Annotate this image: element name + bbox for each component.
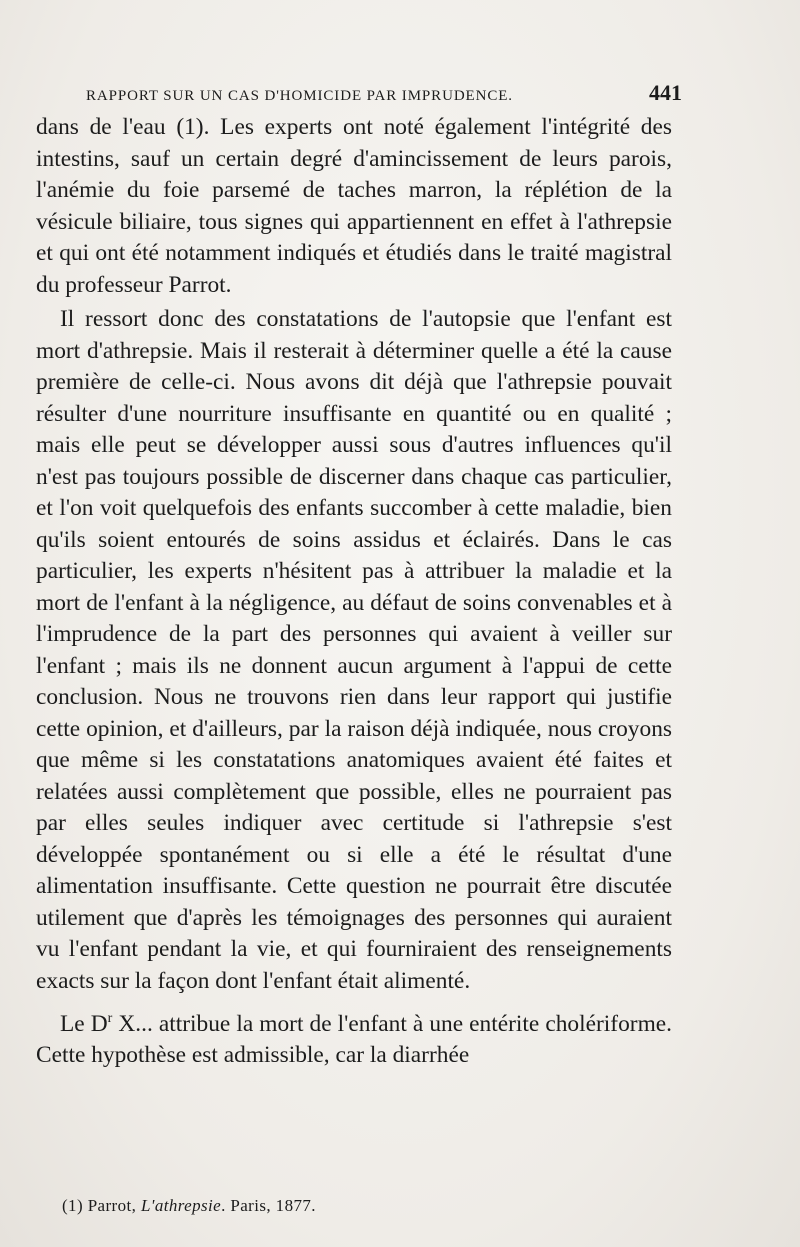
paragraph-3-start: Le D	[60, 1010, 108, 1037]
footnote-author: Parrot,	[87, 1196, 141, 1215]
running-header	[86, 80, 682, 106]
paragraph-3-superscript: r	[107, 1011, 113, 1026]
paragraph-2: Il ressort donc des constatations de l'autopsie que l'enfant est mort d'athrepsie. Mais il resterait à déterminer quelle a été la cause première de celle-ci. Nous avons dit déjà que l'athrepsie pouvait résulter d'une nourriture insuffisante en quantité ou en qualité ; mais elle peut se développer aussi sous d'autres influences qu'il n'est pas toujours possible de discerner dans chaque cas particulier, et l'on voit quelquefois des enfants succomber à cette maladie, bien qu'ils soient entourés de soins assidus et éclairés. Dans le cas particulier, les experts n'hésitent pas à attribuer la maladie et la mort de l'enfant à la négligence, au défaut de soins convenables et à l'imprudence de la part des personnes qui avaient à veiller sur l'enfant ; mais ils ne donnent aucun argument à l'appui de cette conclusion. Nous ne trouvons rien dans leur rapport qui justifie cette opinion, et d'ailleurs, par la raison déjà indiquée, nous croyons que même si les constatations anatomiques avaient été faites et relatées aussi complètement que possible, elles ne pourraient pas par elles seules indiquer avec certitude si l'athrepsie s'est développée spontanément ou si elle a été le résultat d'une alimentation insuffisante. Cette question ne pourrait être discutée utilement que d'après les témoignages des personnes qui auraient vu l'enfant pendant la vie, et qui fourniraient des renseignements exacts sur la façon dont l'enfant était alimenté.	[36, 306, 672, 994]
footnote-marker: (1)	[62, 1196, 88, 1215]
paragraph-3-rest: X... attribue la mort de l'enfant à une entérite cholériforme. Cette hypothèse est admissible, car la diarrhée	[36, 1010, 672, 1069]
paragraph-1: dans de l'eau (1). Les experts ont noté également l'intégrité des intestins, sauf un certain degré d'amincissement de leurs parois, l'anémie du foie parsemé de taches marron, la réplétion de la vésicule biliaire, tous signes qui appartiennent en effet à l'athrepsie et qui ont été notamment indiqués et étudiés dans le traité magistral du professeur Parrot.	[36, 114, 672, 298]
paragraph-3	[36, 1003, 672, 1072]
page-number: 441	[649, 80, 682, 105]
footnote-rest: . Paris, 1877.	[221, 1196, 316, 1215]
body-text	[36, 112, 672, 1072]
footnote-title: L'athrepsie	[140, 1196, 222, 1215]
running-title: RAPPORT SUR UN CAS D'HOMICIDE PAR IMPRUDENCE.	[86, 88, 513, 104]
footnote	[62, 1196, 316, 1216]
